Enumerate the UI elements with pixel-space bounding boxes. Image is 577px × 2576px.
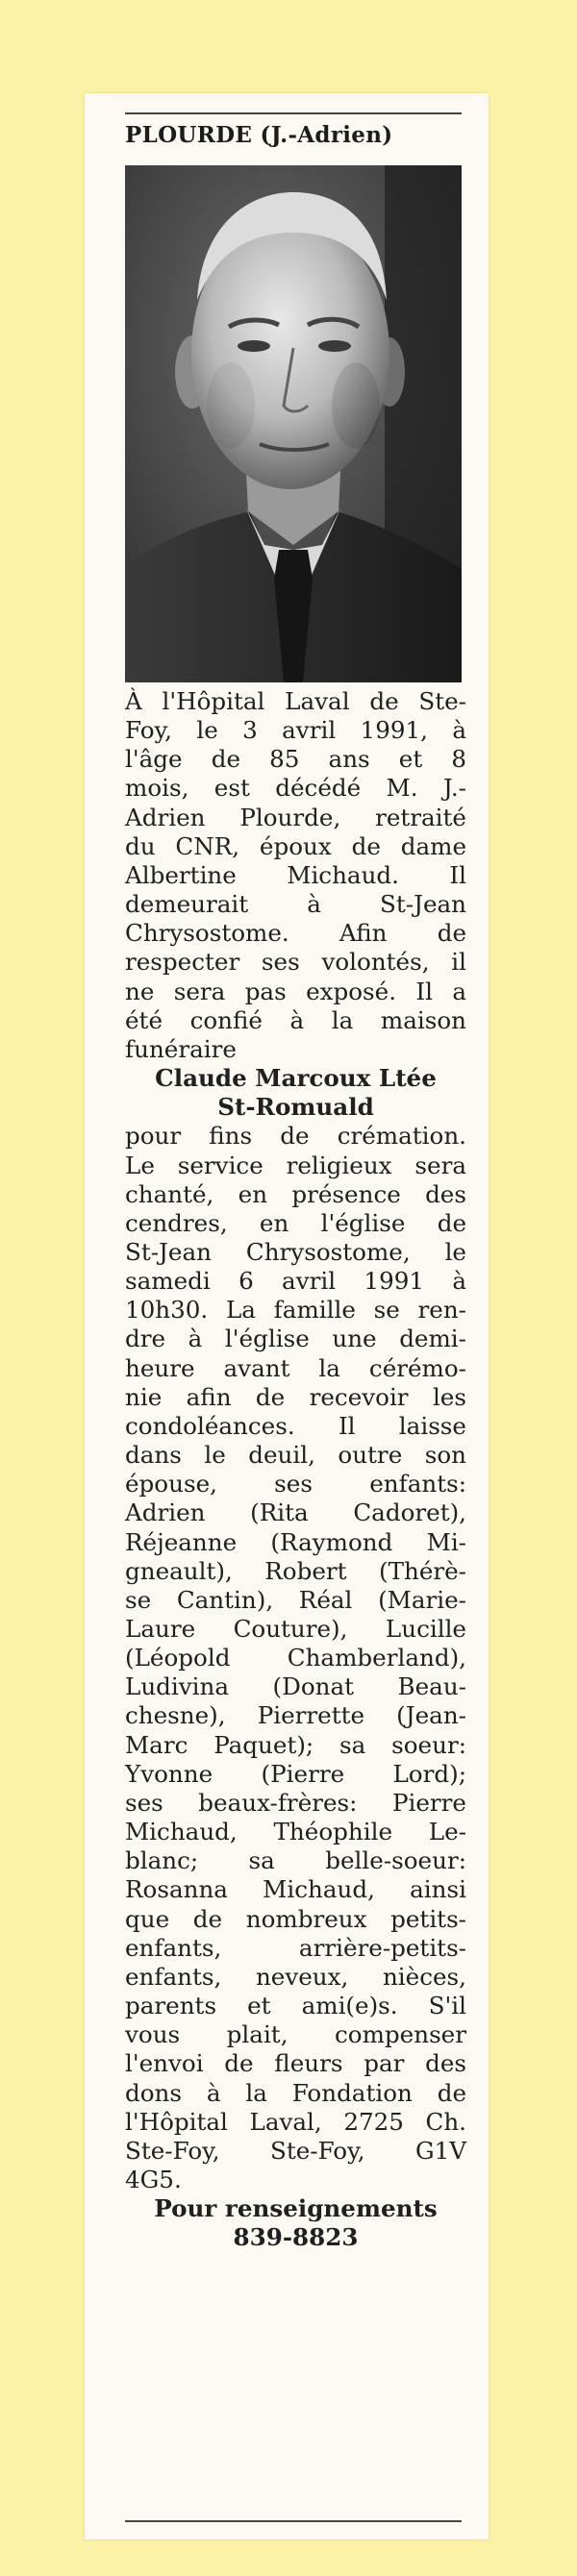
text-line: été confié à la maison	[125, 1005, 466, 1034]
obituary-body	[125, 687, 466, 2252]
text-line: Adrien Plourde, retraité	[125, 803, 466, 831]
text-line: nie afin de recevoir les	[125, 1382, 466, 1411]
funeral-home-location: St-Romuald	[217, 1093, 374, 1122]
text-line: Réjeanne (Raymond Mi-	[125, 1527, 466, 1556]
text-line: dans le deuil, outre son	[125, 1441, 466, 1470]
text-line: enfants, arrière-petits-	[125, 1933, 466, 1962]
text-line: l'âge de 85 ans et 8	[125, 745, 466, 774]
text-line: Ste-Foy, Ste-Foy, G1V	[125, 2136, 466, 2165]
text-line: blanc; sa belle-soeur:	[125, 1846, 466, 1875]
text-line: Laure Couture), Lucille	[125, 1615, 466, 1643]
text-line: enfants, neveux, nièces,	[125, 1962, 466, 1991]
text-line: 4G5.	[125, 2165, 182, 2193]
text-line: funéraire	[125, 1034, 237, 1063]
bottom-rule	[125, 2520, 462, 2522]
text-line: samedi 6 avril 1991 à	[125, 1267, 466, 1296]
text-line: se Cantin), Réal (Marie-	[125, 1585, 466, 1614]
text-line: l'Hôpital Laval, 2725 Ch.	[125, 2107, 466, 2136]
text-line: chesne), Pierrette (Jean-	[125, 1701, 466, 1730]
text-line: St-Jean Chrysostome, le	[125, 1237, 466, 1266]
phone-number: 839-8823	[233, 2223, 359, 2252]
text-line: vous plait, compenser	[125, 2020, 466, 2049]
text-line: pour fins de crémation.	[125, 1122, 466, 1151]
text-line: épouse, ses enfants:	[125, 1470, 466, 1499]
text-line: Marc Paquet); sa soeur:	[125, 1730, 466, 1759]
text-line: ne sera pas exposé. Il a	[125, 977, 466, 1005]
text-line: parents et ami(e)s. S'il	[125, 1992, 466, 2020]
text-line: Adrien (Rita Cadoret),	[125, 1499, 466, 1527]
text-line: (Léopold Chamberland),	[125, 1644, 466, 1672]
text-line: Yvonne (Pierre Lord);	[125, 1759, 466, 1788]
text-line: À l'Hôpital Laval de Ste-	[125, 687, 466, 715]
text-line: Michaud, Théophile Le-	[125, 1818, 466, 1846]
text-line: l'envoi de fleurs par des	[125, 2049, 466, 2078]
funeral-home-name: Claude Marcoux Ltée	[155, 1064, 437, 1093]
text-line: ses beaux-frères: Pierre	[125, 1788, 466, 1817]
text-line: respecter ses volontés, il	[125, 948, 466, 977]
text-line: mois, est décédé M. J.-	[125, 774, 466, 803]
text-line: Chrysostome. Afin de	[125, 919, 466, 948]
text-line: demeurait à St-Jean	[125, 890, 466, 919]
top-rule	[125, 112, 462, 114]
text-line: Foy, le 3 avril 1991, à	[125, 716, 466, 745]
text-line: du CNR, époux de dame	[125, 831, 466, 860]
text-line: chanté, en présence des	[125, 1179, 466, 1208]
text-line: dons à la Fondation de	[125, 2078, 466, 2107]
text-line: cendres, en l'église de	[125, 1208, 466, 1237]
text-line: que de nombreux petits-	[125, 1904, 466, 1933]
text-line: condoléances. Il laisse	[125, 1411, 466, 1440]
text-line: dre à l'église une demi-	[125, 1325, 466, 1353]
info-label: Pour renseignements	[154, 2194, 438, 2223]
text-line: Rosanna Michaud, ainsi	[125, 1875, 466, 1904]
text-line: Ludivina (Donat Beau-	[125, 1672, 466, 1701]
portrait-photo	[125, 165, 462, 682]
text-line: Le service religieux sera	[125, 1151, 466, 1179]
text-line: heure avant la cérémo-	[125, 1353, 466, 1382]
obituary-clipping	[85, 93, 489, 2539]
text-line: gneault), Robert (Thérè-	[125, 1556, 466, 1585]
obituary-heading: PLOURDE (J.-Adrien)	[125, 122, 393, 148]
text-line: Albertine Michaud. Il	[125, 860, 466, 889]
text-line: 10h30. La famille se ren-	[125, 1296, 466, 1325]
